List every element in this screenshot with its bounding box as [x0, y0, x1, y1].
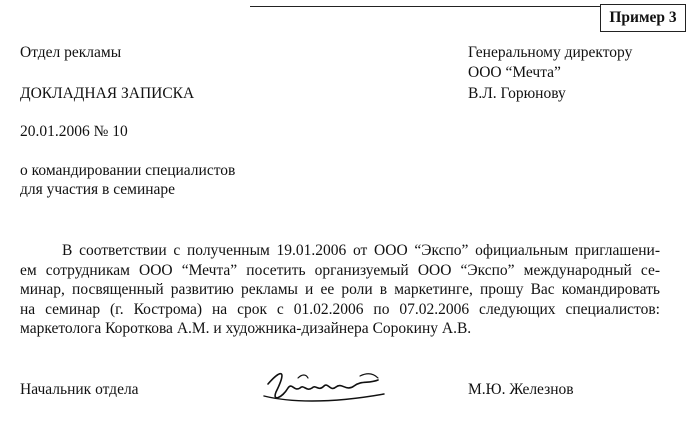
body-paragraph	[20, 241, 660, 339]
date-number: 20.01.2006 № 10	[20, 123, 128, 140]
handwritten-signature	[258, 362, 388, 412]
subject-line-2: для участия в семинаре	[20, 181, 176, 198]
body-line: минар, посвященный развитию рекламы и ее роли в маркетинге, прошу Вас командировать	[20, 281, 660, 298]
subject-line-1: о командировании специалистов	[20, 162, 236, 179]
department: Отдел рекламы	[20, 44, 122, 61]
addressee-position: Генеральному директору	[468, 44, 633, 61]
example-label: Пример 3	[600, 4, 686, 32]
addressee-name: В.Л. Горюнову	[468, 85, 566, 102]
addressee-company: ООО “Мечта”	[468, 64, 561, 81]
document-type: ДОКЛАДНАЯ ЗАПИСКА	[20, 85, 195, 102]
body-line: маркетолога Короткова А.М. и художника-дизайнера Сорокину А.В.	[20, 320, 472, 337]
signer-name: М.Ю. Железнов	[468, 381, 574, 398]
body-line: В соответствии с полученным 19.01.2006 от ООО “Экспо” официальным приглашени-	[62, 242, 660, 259]
top-rule	[250, 6, 600, 7]
signer-position: Начальник отдела	[20, 381, 139, 398]
body-line: ем сотрудникам ООО “Мечта” посетить организуемый ООО “Экспо” международный се-	[20, 261, 660, 279]
body-line: на семинар (г. Кострома) на срок с 01.02.2006 по 07.02.2006 следующих специалистов:	[20, 300, 660, 318]
